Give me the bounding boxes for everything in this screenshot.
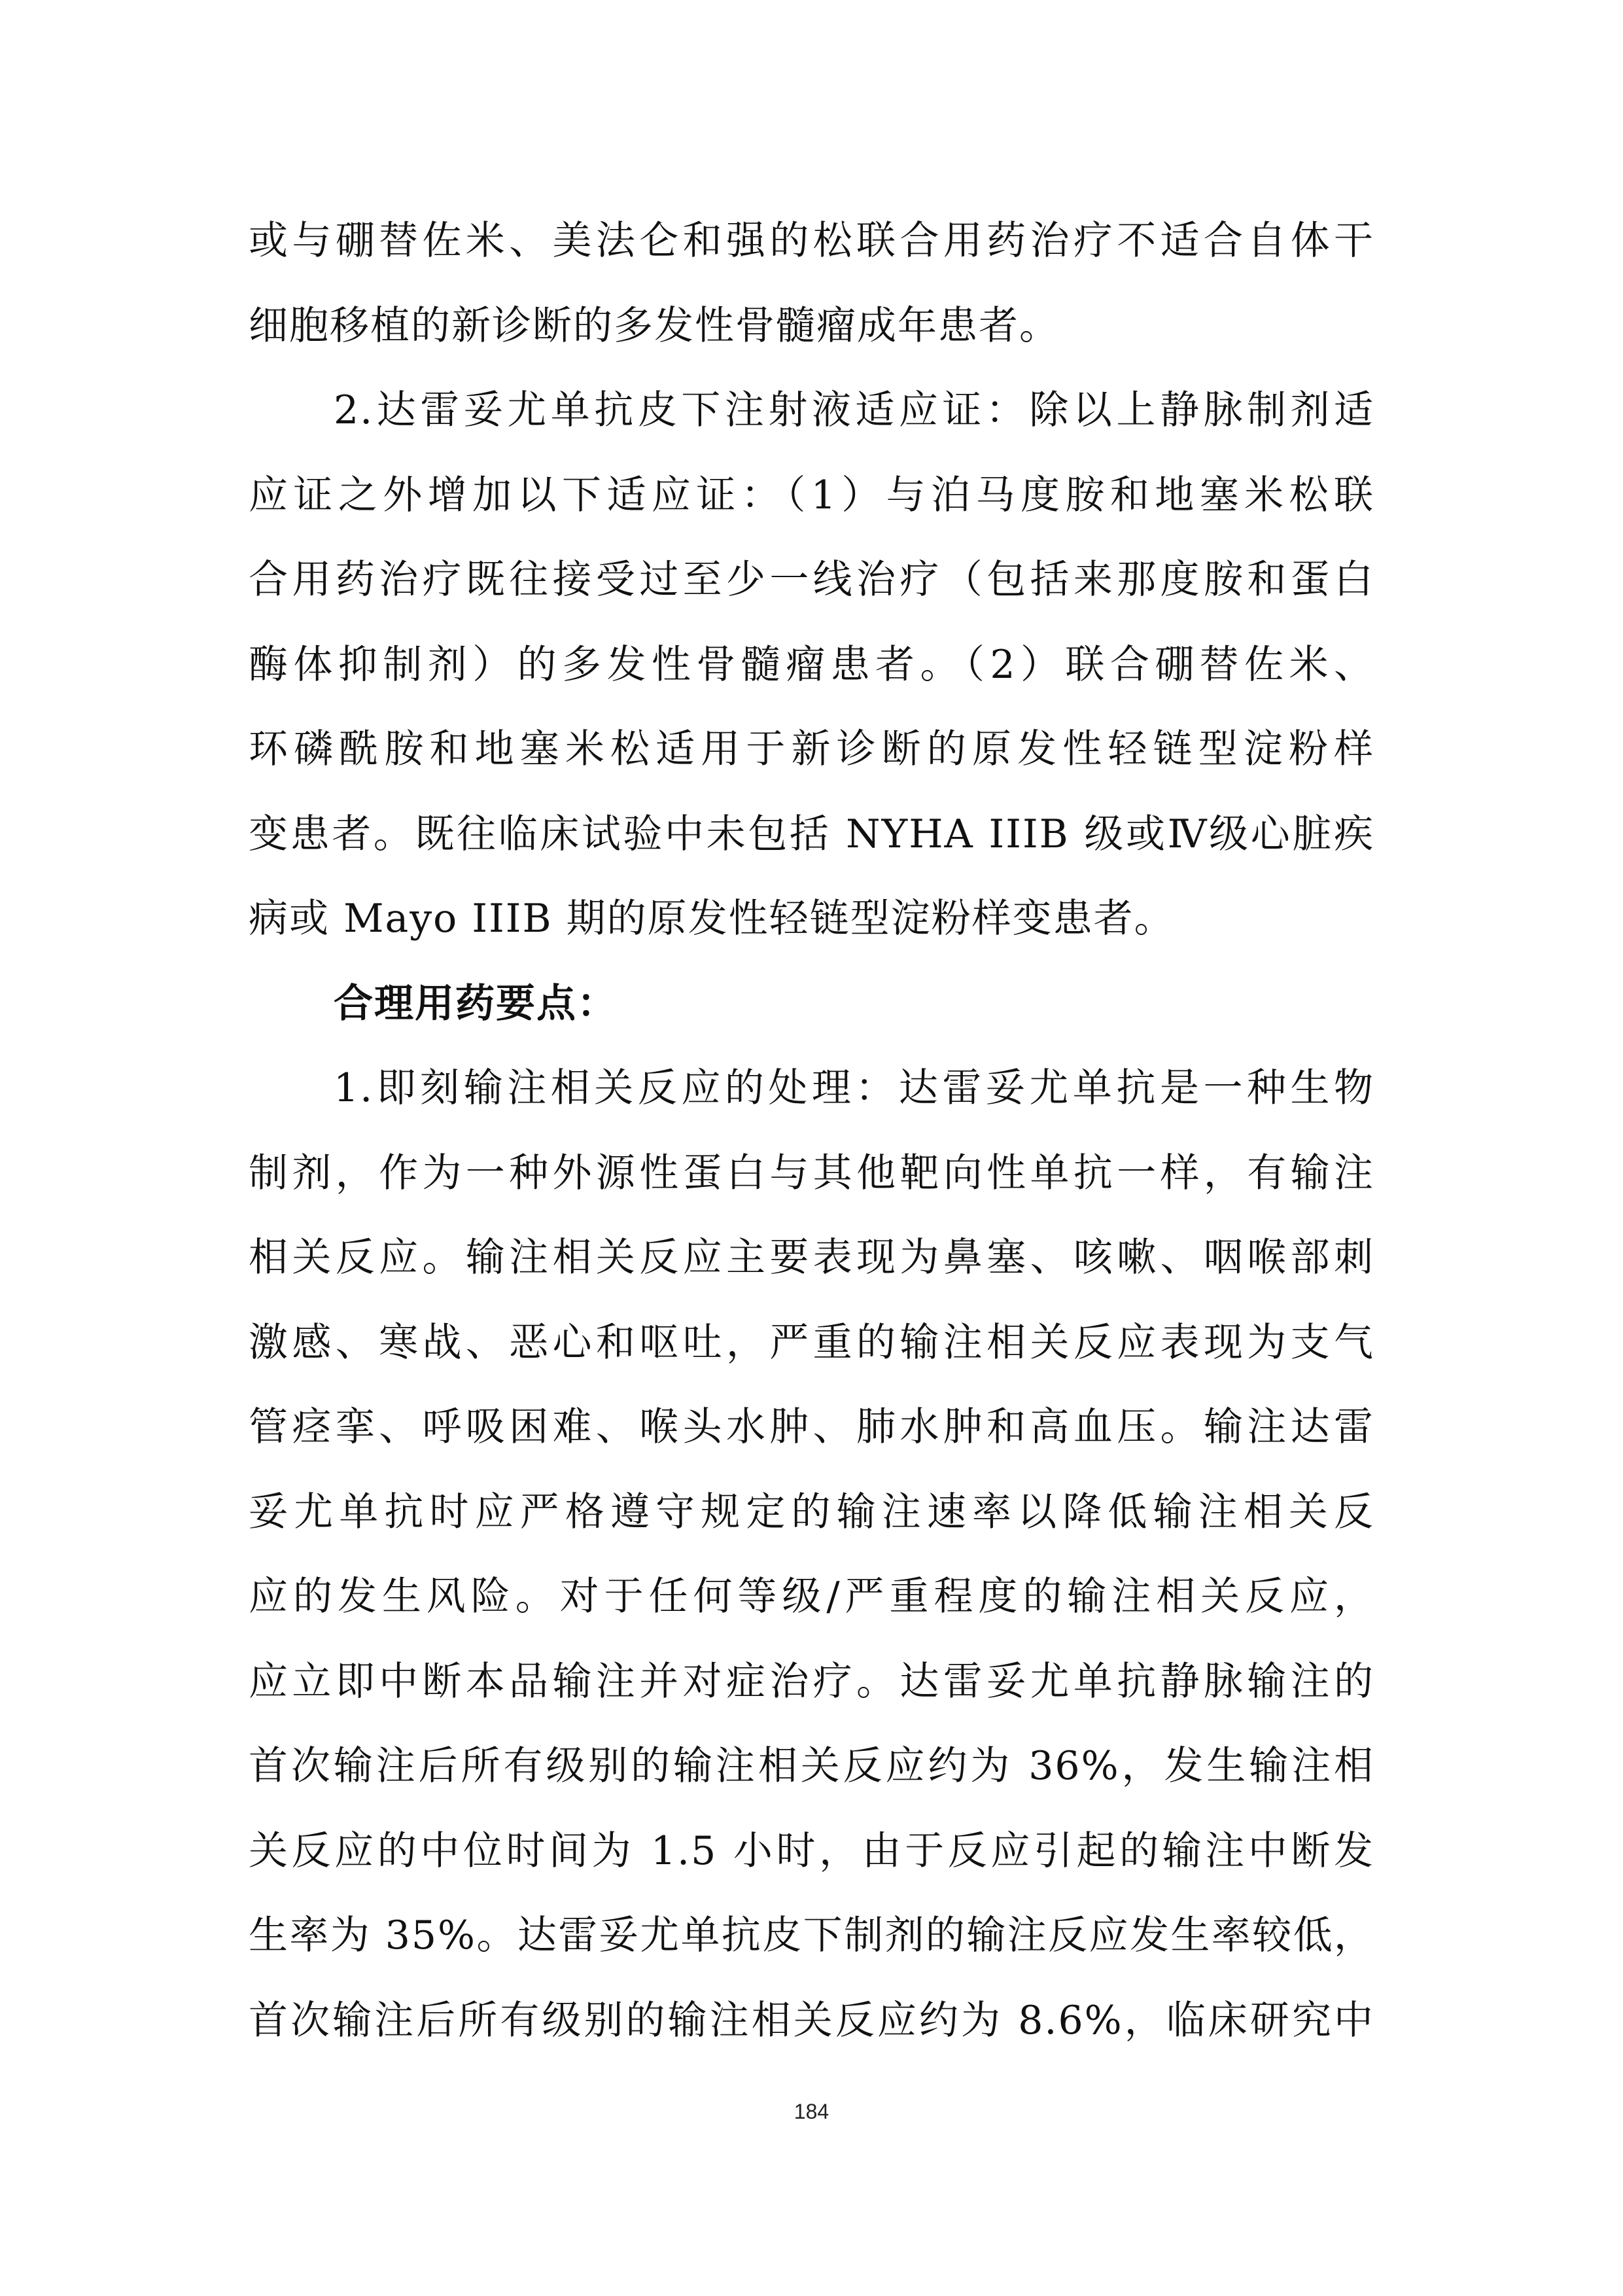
text-line: 制剂，作为一种外源性蛋白与其他靶向性单抗一样，有输注 — [249, 1150, 1374, 1196]
text-line: 1.即刻输注相关反应的处理：达雷妥尤单抗是一种生物 — [334, 1065, 1374, 1111]
text-line: 应的发生风险。对于任何等级/严重程度的输注相关反应， — [249, 1574, 1374, 1619]
text-line: 应证之外增加以下适应证：（1）与泊马度胺和地塞米松联 — [249, 472, 1374, 518]
text-line: 首次输注后所有级别的输注相关反应约为 36%，发生输注相 — [249, 1743, 1374, 1789]
text-line: 酶体抑制剂）的多发性骨髓瘤患者。（2）联合硼替佐米、 — [249, 641, 1374, 688]
text-line: 生率为 35%。达雷妥尤单抗皮下制剂的输注反应发生率较低， — [249, 1913, 1374, 1958]
subcutaneous-indication-paragraph — [249, 368, 1374, 962]
text-line: 变患者。既往临床试验中未包括 NYHA IIIB 级或Ⅳ级心脏疾 — [249, 811, 1374, 857]
text-line: 管痉挛、呼吸困难、喉头水肿、肺水肿和高血压。输注达雷 — [249, 1404, 1374, 1450]
text-line: 首次输注后所有级别的输注相关反应约为 8.6%，临床研究中 — [249, 1997, 1374, 2043]
text-line: 环磷酰胺和地塞米松适用于新诊断的原发性轻链型淀粉样 — [249, 726, 1374, 772]
text-line: 应立即中断本品输注并对症治疗。达雷妥尤单抗静脉输注的 — [249, 1658, 1374, 1704]
body-text — [249, 199, 1374, 2063]
text-line: 病或 Mayo IIIB 期的原发性轻链型淀粉样变患者。 — [249, 896, 1175, 942]
text-line: 关反应的中位时间为 1.5 小时，由于反应引起的输注中断发 — [249, 1828, 1374, 1874]
text-line: 妥尤单抗时应严格遵守规定的输注速率以降低输注相关反 — [249, 1489, 1374, 1535]
section-heading: 合理用药要点： — [334, 980, 618, 1027]
text-line: 2.达雷妥尤单抗皮下注射液适应证：除以上静脉制剂适 — [334, 387, 1374, 433]
continuation-paragraph — [249, 199, 1374, 368]
infusion-reaction-paragraph — [249, 1046, 1374, 2063]
text-line: 或与硼替佐米、美法仑和强的松联合用药治疗不适合自体干 — [249, 218, 1374, 264]
text-line: 相关反应。输注相关反应主要表现为鼻塞、咳嗽、咽喉部刺 — [249, 1235, 1374, 1280]
page-number: 184 — [794, 2100, 829, 2123]
text-line: 激感、寒战、恶心和呕吐，严重的输注相关反应表现为支气 — [249, 1319, 1374, 1366]
text-line: 合用药治疗既往接受过至少一线治疗（包括来那度胺和蛋白 — [249, 557, 1374, 603]
text-line: 细胞移植的新诊断的多发性骨髓瘤成年患者。 — [249, 302, 1060, 349]
